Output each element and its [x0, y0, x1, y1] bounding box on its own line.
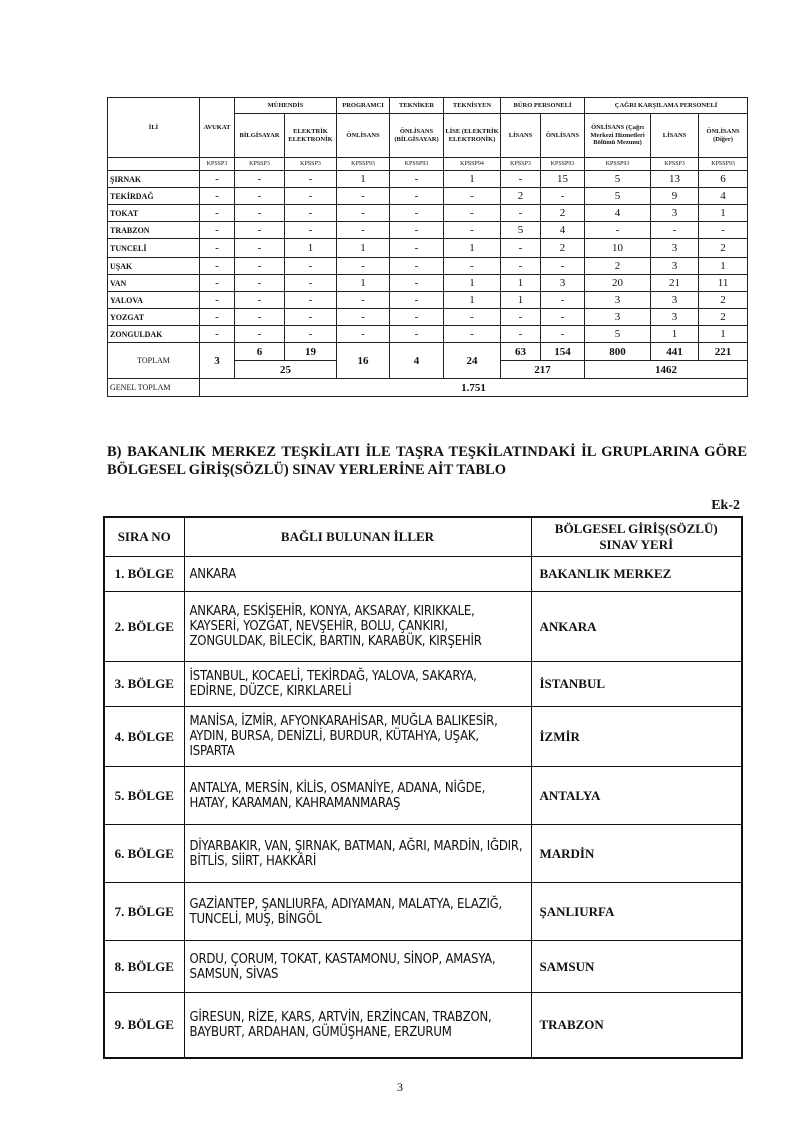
count-cell: -	[390, 188, 444, 205]
count-cell: -	[235, 222, 285, 239]
table-row	[108, 275, 748, 292]
count-cell: -	[390, 275, 444, 292]
count-cell: 2	[501, 188, 541, 205]
count-cell: 3	[651, 239, 699, 258]
count-cell: 4	[699, 188, 748, 205]
exam-location: ANTALYA	[531, 767, 742, 825]
count-cell: 3	[651, 205, 699, 222]
subheader: ÖNLİSANS	[337, 114, 390, 158]
count-cell: 2	[699, 309, 748, 326]
count-cell: 5	[585, 326, 651, 343]
region-exam-table	[103, 516, 743, 1059]
region-number: 4. BÖLGE	[104, 707, 184, 767]
count-cell: 15	[541, 171, 585, 188]
province-name: ŞIRNAK	[108, 171, 200, 188]
count-cell: -	[390, 258, 444, 275]
count-cell: 2	[541, 239, 585, 258]
toplam-cagri-lisans: 441	[651, 343, 699, 361]
toplam-row	[108, 343, 748, 361]
table-row	[108, 292, 748, 309]
province-name: UŞAK	[108, 258, 200, 275]
province-name: TUNCELİ	[108, 239, 200, 258]
count-cell: -	[337, 258, 390, 275]
count-cell: -	[444, 188, 501, 205]
region-number: 1. BÖLGE	[104, 557, 184, 592]
count-cell: -	[285, 222, 337, 239]
count-cell: -	[285, 292, 337, 309]
count-cell: -	[200, 239, 235, 258]
count-cell: 1	[337, 239, 390, 258]
count-cell: -	[235, 239, 285, 258]
kpss-code: KPSSP3	[501, 158, 541, 171]
header-il: İLİ	[108, 98, 200, 158]
kpss-code: KPSSP93	[585, 158, 651, 171]
count-cell: 1	[699, 205, 748, 222]
count-cell: -	[390, 309, 444, 326]
count-cell: -	[337, 309, 390, 326]
count-cell: 20	[585, 275, 651, 292]
count-cell: -	[337, 292, 390, 309]
count-cell: 1	[337, 275, 390, 292]
region-provinces: ORDU, ÇORUM, TOKAT, KASTAMONU, SİNOP, AMASYA, SAMSUN, SİVAS	[184, 941, 531, 993]
subheader: ELEKTRİK ELEKTRONİK	[285, 114, 337, 158]
region-row	[104, 557, 742, 592]
count-cell: -	[444, 258, 501, 275]
count-cell: -	[200, 292, 235, 309]
table-row	[108, 258, 748, 275]
count-cell: 1	[285, 239, 337, 258]
toplam-cagri-onlisans: 800	[585, 343, 651, 361]
kpss-code: KPSSP3	[235, 158, 285, 171]
exam-location: TRABZON	[531, 993, 742, 1058]
kpss-blank	[108, 158, 200, 171]
count-cell: -	[235, 205, 285, 222]
count-cell: -	[541, 292, 585, 309]
count-cell: -	[501, 239, 541, 258]
count-cell: 3	[651, 292, 699, 309]
region-provinces: GİRESUN, RİZE, KARS, ARTVİN, ERZİNCAN, TRABZON, BAYBURT, ARDAHAN, GÜMÜŞHANE, ERZURUM	[184, 993, 531, 1058]
count-cell: 1	[699, 326, 748, 343]
count-cell: -	[200, 188, 235, 205]
count-cell: 1	[699, 258, 748, 275]
province-name: YOZGAT	[108, 309, 200, 326]
kpss-code: KPSSP3	[651, 158, 699, 171]
genel-toplam-label: GENEL TOPLAM	[108, 379, 200, 397]
toplam-cagri-total: 1462	[585, 361, 748, 379]
region-row	[104, 707, 742, 767]
count-cell: -	[285, 205, 337, 222]
count-cell: -	[390, 171, 444, 188]
subheader: LİSANS	[501, 114, 541, 158]
region-number: 3. BÖLGE	[104, 662, 184, 707]
count-cell: -	[444, 205, 501, 222]
province-name: VAN	[108, 275, 200, 292]
count-cell: 1	[444, 239, 501, 258]
count-cell: -	[390, 205, 444, 222]
count-cell: 10	[585, 239, 651, 258]
count-cell: -	[235, 188, 285, 205]
count-cell: -	[200, 222, 235, 239]
table-row	[108, 171, 748, 188]
count-cell: -	[285, 275, 337, 292]
province-name: TRABZON	[108, 222, 200, 239]
province-name: YALOVA	[108, 292, 200, 309]
region-provinces: MANİSA, İZMİR, AFYONKARAHİSAR, MUĞLA BALIKESİR, AYDIN, BURSA, DENİZLİ, BURDUR, KÜTAHYA, UŞAK, ISPARTA	[184, 707, 531, 767]
count-cell: 2	[699, 239, 748, 258]
count-cell: -	[501, 309, 541, 326]
kpss-code: KPSSP93	[699, 158, 748, 171]
count-cell: 6	[699, 171, 748, 188]
count-cell: -	[444, 222, 501, 239]
subheader: ÖNLİSANS (Çağrı Merkezi Hizmetleri Bölümü Mezunu)	[585, 114, 651, 158]
count-cell: -	[235, 292, 285, 309]
header-tekniker: TEKNİKER	[390, 98, 444, 114]
toplam-programci: 16	[337, 343, 390, 379]
toplam-cagri-diger: 221	[699, 343, 748, 361]
genel-toplam-value: 1.751	[200, 379, 748, 397]
exam-location: ŞANLIURFA	[531, 883, 742, 941]
count-cell: -	[200, 171, 235, 188]
count-cell: -	[541, 309, 585, 326]
count-cell: -	[337, 222, 390, 239]
count-cell: 5	[585, 188, 651, 205]
count-cell: -	[285, 171, 337, 188]
table-row	[108, 326, 748, 343]
table-row	[108, 309, 748, 326]
region-provinces: GAZİANTEP, ŞANLIURFA, ADIYAMAN, MALATYA, ELAZIĞ, TUNCELİ, MUŞ, BİNGÖL	[184, 883, 531, 941]
count-cell: -	[285, 309, 337, 326]
count-cell: 1	[501, 275, 541, 292]
count-cell: -	[285, 188, 337, 205]
count-cell: -	[337, 188, 390, 205]
kpss-code: KPSSP94	[444, 158, 501, 171]
annex-label: Ek-2	[711, 498, 740, 513]
count-cell: -	[585, 222, 651, 239]
header-avukat: AVUKAT	[200, 98, 235, 158]
count-cell: 21	[651, 275, 699, 292]
count-cell: -	[200, 309, 235, 326]
kpss-code: KPSSP93	[541, 158, 585, 171]
count-cell: 3	[585, 292, 651, 309]
count-cell: -	[501, 205, 541, 222]
table-row	[108, 205, 748, 222]
count-cell: -	[285, 258, 337, 275]
count-cell: 3	[541, 275, 585, 292]
exam-location: İSTANBUL	[531, 662, 742, 707]
count-cell: 5	[501, 222, 541, 239]
page-number: 3	[397, 1080, 403, 1094]
region-row	[104, 767, 742, 825]
region-number: 5. BÖLGE	[104, 767, 184, 825]
count-cell: -	[337, 326, 390, 343]
region-number: 2. BÖLGE	[104, 592, 184, 662]
count-cell: 2	[585, 258, 651, 275]
genel-toplam-row	[108, 379, 748, 397]
region-table-header-row	[104, 517, 742, 557]
table-row	[108, 222, 748, 239]
region-row	[104, 825, 742, 883]
count-cell: 9	[651, 188, 699, 205]
region-row	[104, 993, 742, 1058]
region-provinces: ANKARA, ESKİŞEHİR, KONYA, AKSARAY, KIRIKKALE, KAYSERİ, YOZGAT, NEVŞEHİR, BOLU, ÇANKIRI, ZONGULDAK, BİLECİK, BARTIN, KARABÜK, KIRŞEHİR	[184, 592, 531, 662]
count-cell: -	[200, 275, 235, 292]
kpss-code: KPSSP3	[200, 158, 235, 171]
region-row	[104, 592, 742, 662]
table-row	[108, 188, 748, 205]
count-cell: 3	[585, 309, 651, 326]
exam-location: MARDİN	[531, 825, 742, 883]
count-cell: 11	[699, 275, 748, 292]
count-cell: -	[501, 258, 541, 275]
count-cell: -	[444, 309, 501, 326]
count-cell: -	[390, 239, 444, 258]
region-row	[104, 883, 742, 941]
count-cell: -	[501, 171, 541, 188]
count-cell: -	[390, 222, 444, 239]
count-cell: -	[501, 326, 541, 343]
kpss-code: KPSSP93	[390, 158, 444, 171]
region-provinces: ANTALYA, MERSİN, KİLİS, OSMANİYE, ADANA, NİĞDE, HATAY, KARAMAN, KAHRAMANMARAŞ	[184, 767, 531, 825]
count-cell: -	[390, 326, 444, 343]
count-cell: -	[235, 275, 285, 292]
region-row	[104, 941, 742, 993]
count-cell: 3	[651, 258, 699, 275]
count-cell: 1	[444, 292, 501, 309]
region-number: 9. BÖLGE	[104, 993, 184, 1058]
count-cell: -	[235, 171, 285, 188]
subheader: ÖNLİSANS	[541, 114, 585, 158]
count-cell: -	[541, 258, 585, 275]
header-cagri: ÇAĞRI KARŞILAMA PERSONELİ	[585, 98, 748, 114]
kpss-code: KPSSP93	[337, 158, 390, 171]
count-cell: -	[285, 326, 337, 343]
subheader: LİSANS	[651, 114, 699, 158]
count-cell: -	[235, 326, 285, 343]
count-cell: 4	[585, 205, 651, 222]
count-cell: 1	[501, 292, 541, 309]
count-cell: 4	[541, 222, 585, 239]
exam-location: BAKANLIK MERKEZ	[531, 557, 742, 592]
subheader: ÖNLİSANS (Diğer)	[699, 114, 748, 158]
count-cell: -	[235, 258, 285, 275]
section-heading: B) BAKANLIK MERKEZ TEŞKİLATI İLE TAŞRA TEŞKİLATINDAKİ İL GRUPLARINA GÖRE BÖLGESEL GİRİŞ(SÖZLÜ) SINAV YERLERİNE AİT TABLO	[107, 444, 747, 478]
subheader: LİSE (ELEKTRİK ELEKTRONİK)	[444, 114, 501, 158]
header-sira-no: SIRA NO	[104, 517, 184, 557]
position-counts-table	[107, 97, 748, 397]
count-cell: 1	[337, 171, 390, 188]
count-cell: -	[699, 222, 748, 239]
exam-location: SAMSUN	[531, 941, 742, 993]
province-name: TEKİRDAĞ	[108, 188, 200, 205]
province-name: TOKAT	[108, 205, 200, 222]
count-cell: -	[541, 188, 585, 205]
count-cell: -	[200, 258, 235, 275]
toplam-label: TOPLAM	[108, 343, 200, 379]
toplam-tekniker: 4	[390, 343, 444, 379]
count-cell: -	[200, 205, 235, 222]
toplam-bilgisayar: 6	[235, 343, 285, 361]
header-muhendis: MÜHENDİS	[235, 98, 337, 114]
count-cell: -	[235, 309, 285, 326]
count-cell: -	[444, 326, 501, 343]
count-cell: 5	[585, 171, 651, 188]
region-number: 7. BÖLGE	[104, 883, 184, 941]
kpss-row	[108, 158, 748, 171]
region-number: 6. BÖLGE	[104, 825, 184, 883]
region-provinces: DİYARBAKIR, VAN, ŞIRNAK, BATMAN, AĞRI, MARDİN, IĞDIR, BİTLİS, SİİRT, HAKKÂRİ	[184, 825, 531, 883]
toplam-buro-lisans: 63	[501, 343, 541, 361]
count-cell: -	[337, 205, 390, 222]
kpss-code: KPSSP3	[285, 158, 337, 171]
count-cell: 1	[444, 275, 501, 292]
region-provinces: ANKARA	[184, 557, 531, 592]
subheader: BİLGİSAYAR	[235, 114, 285, 158]
count-cell: 2	[699, 292, 748, 309]
count-cell: -	[651, 222, 699, 239]
toplam-teknisyen: 24	[444, 343, 501, 379]
count-cell: -	[200, 326, 235, 343]
count-cell: 1	[444, 171, 501, 188]
count-cell: 1	[651, 326, 699, 343]
region-number: 8. BÖLGE	[104, 941, 184, 993]
toplam-avukat: 3	[200, 343, 235, 379]
count-cell: 13	[651, 171, 699, 188]
header-teknisyen: TEKNİSYEN	[444, 98, 501, 114]
toplam-buro-onlisans: 154	[541, 343, 585, 361]
exam-location: ANKARA	[531, 592, 742, 662]
region-row	[104, 662, 742, 707]
header-sinav-yeri: BÖLGESEL GİRİŞ(SÖZLÜ) SINAV YERİ	[531, 517, 742, 557]
count-cell: -	[390, 292, 444, 309]
header-programci: PROGRAMCI	[337, 98, 390, 114]
table-row	[108, 239, 748, 258]
toplam-elektrik: 19	[285, 343, 337, 361]
toplam-buro-total: 217	[501, 361, 585, 379]
province-name: ZONGULDAK	[108, 326, 200, 343]
count-cell: 3	[651, 309, 699, 326]
region-provinces: İSTANBUL, KOCAELİ, TEKİRDAĞ, YALOVA, SAKARYA, EDİRNE, DÜZCE, KIRKLARELİ	[184, 662, 531, 707]
count-cell: 2	[541, 205, 585, 222]
exam-location: İZMİR	[531, 707, 742, 767]
toplam-muhendis-total: 25	[235, 361, 337, 379]
header-iller: BAĞLI BULUNAN İLLER	[184, 517, 531, 557]
header-buro: BÜRO PERSONELİ	[501, 98, 585, 114]
subheader: ÖNLİSANS (BİLGİSAYAR)	[390, 114, 444, 158]
count-cell: -	[541, 326, 585, 343]
